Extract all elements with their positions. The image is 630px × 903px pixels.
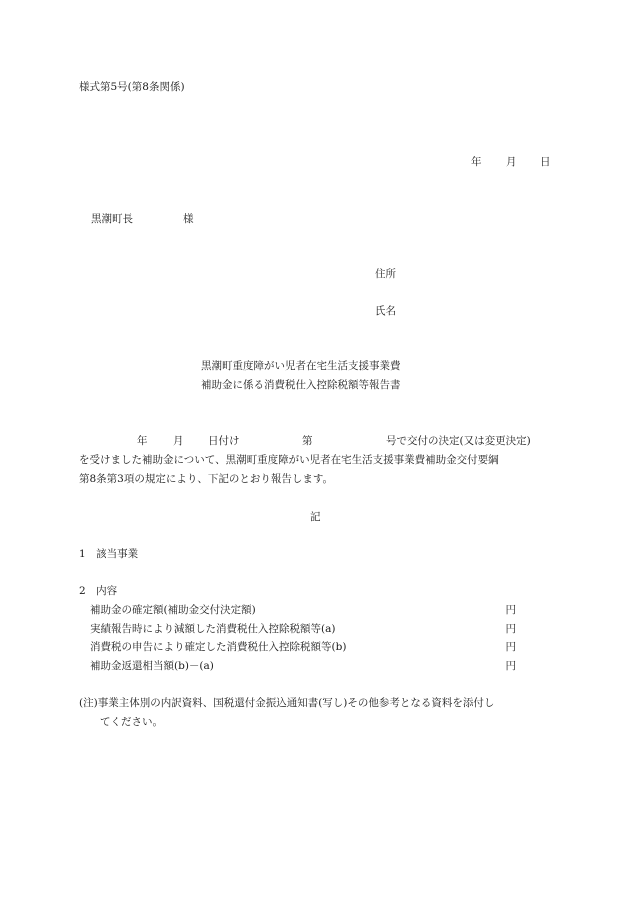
date-month-label: 月 bbox=[506, 156, 517, 168]
body-line-2: を受けました補助金について、黒潮町重度障がい児者在宅生活支援事業費補助金交付要綱 bbox=[79, 454, 499, 466]
note-line-1: (注)事業主体別の内訳資料、国税還付金振込通知書(写し)その他参考となる資料を添付し bbox=[79, 697, 495, 709]
yen-unit: 円 bbox=[505, 623, 516, 635]
address-label: 住所 bbox=[375, 268, 396, 280]
addressee-name: 黒潮町長 bbox=[91, 213, 133, 225]
yen-unit: 円 bbox=[505, 660, 516, 672]
section-2-heading: 2 内容 bbox=[79, 585, 118, 597]
note-line-2: てください。 bbox=[100, 716, 163, 728]
date-year-label: 年 bbox=[471, 156, 482, 168]
content-item bbox=[90, 660, 516, 673]
title-line-2: 補助金に係る消費税仕入控除税額等報告書 bbox=[201, 379, 401, 391]
ki-marker: 記 bbox=[310, 511, 321, 523]
name-label: 氏名 bbox=[375, 305, 396, 317]
content-item bbox=[90, 604, 516, 617]
form-number: 様式第5号(第8条関係) bbox=[79, 81, 185, 93]
body-number-prefix: 第 bbox=[302, 435, 313, 447]
title-line-1: 黒潮町重度障がい児者在宅生活支援事業費 bbox=[201, 360, 401, 372]
body-month-label: 月 bbox=[173, 435, 184, 447]
content-item-label: 消費税の申告により確定した消費税仕入控除税額等(b) bbox=[90, 641, 347, 653]
content-item bbox=[90, 641, 516, 654]
yen-unit: 円 bbox=[505, 641, 516, 653]
content-item-label: 補助金の確定額(補助金交付決定額) bbox=[90, 604, 256, 616]
yen-unit: 円 bbox=[505, 604, 516, 616]
body-number-suffix: 号で交付の決定(又は変更決定) bbox=[386, 435, 531, 447]
body-line-3: 第8条第3項の規定により、下記のとおり報告します。 bbox=[79, 473, 334, 485]
body-day-dated-label: 日付け bbox=[208, 435, 240, 447]
date-day-label: 日 bbox=[540, 156, 551, 168]
content-item-label: 補助金返還相当額(b)－(a) bbox=[90, 660, 214, 672]
body-year-label: 年 bbox=[137, 435, 148, 447]
content-item-label: 実績報告時により減額した消費税仕入控除税額等(a) bbox=[90, 623, 336, 635]
addressee-honorific: 様 bbox=[183, 213, 194, 225]
content-item bbox=[90, 623, 516, 636]
section-1-heading: 1 該当事業 bbox=[79, 548, 139, 560]
